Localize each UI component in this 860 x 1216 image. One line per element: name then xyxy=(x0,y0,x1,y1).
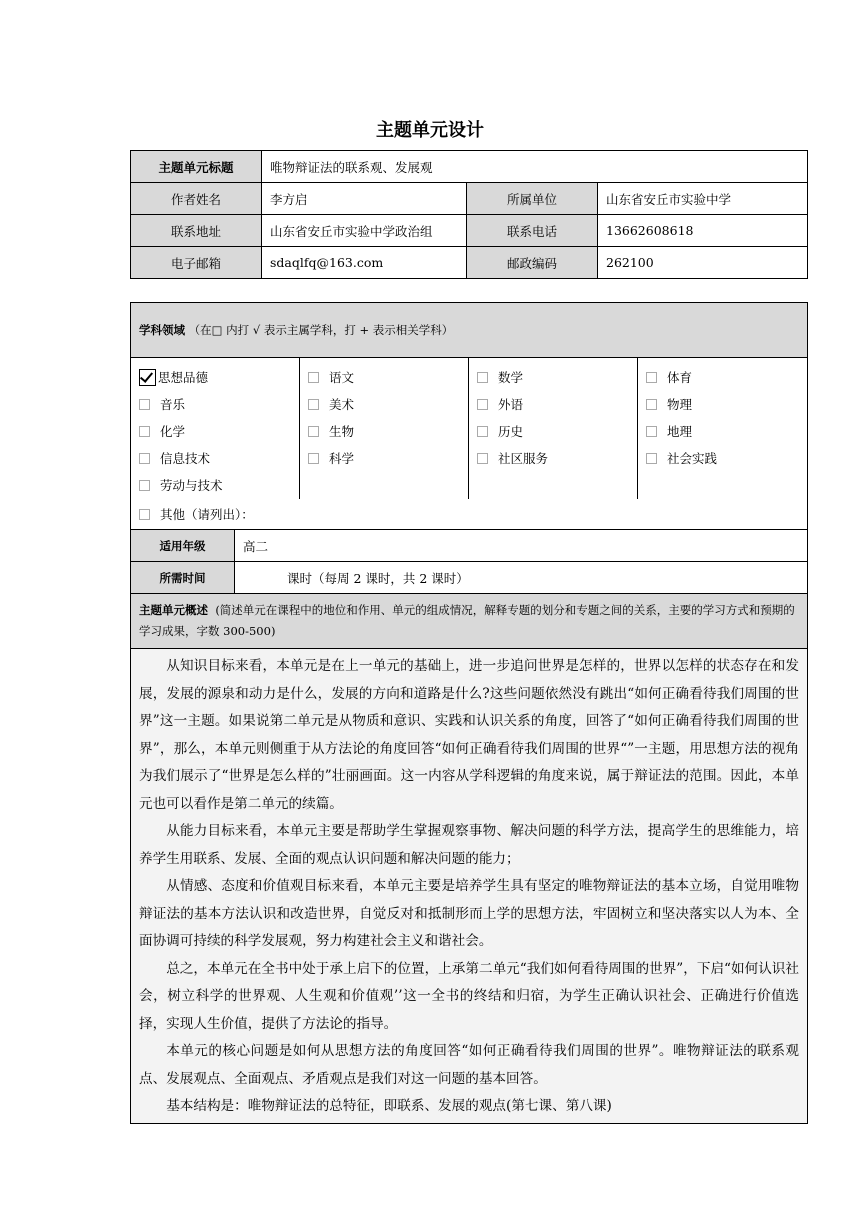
checkbox-icon[interactable] xyxy=(308,399,319,410)
subject-item[interactable] xyxy=(308,445,468,472)
subject-item[interactable] xyxy=(646,391,807,418)
checkbox-icon[interactable] xyxy=(139,480,150,491)
overview-paragraph: 从能力目标来看，本单元主要是帮助学生掌握观察事物、解决问题的科学方法，提高学生的思维能力，培养学生用联系、发展、全面的观点认识问题和解决问题的能力； xyxy=(139,823,800,867)
subject-item[interactable] xyxy=(646,418,807,445)
subject-item-label: 社区服务 xyxy=(498,450,549,466)
page-title: 主题单元设计 xyxy=(376,120,484,141)
subject-column xyxy=(131,358,300,499)
subject-item[interactable] xyxy=(308,418,468,445)
subject-header-note: （在□ 内打 √ 表示主属学科，打 + 表示相关学科） xyxy=(188,323,454,337)
zip-value: 262100 xyxy=(598,247,808,279)
unit-title-value: 唯物辩证法的联系观、发展观 xyxy=(262,151,808,183)
subject-item-label: 科学 xyxy=(329,450,355,466)
checkbox-icon[interactable] xyxy=(308,453,319,464)
checkbox-icon[interactable] xyxy=(646,372,657,383)
subject-column xyxy=(638,358,807,499)
subject-item[interactable] xyxy=(308,391,468,418)
subject-item-label: 化学 xyxy=(160,423,186,439)
time-label: 所需时间 xyxy=(131,562,235,594)
subject-item-label: 体育 xyxy=(667,369,693,385)
subject-header-label: 学科领域 xyxy=(139,323,185,337)
author-value: 李方启 xyxy=(262,183,467,215)
checked-checkbox-icon[interactable] xyxy=(139,369,156,386)
subject-item-label: 外语 xyxy=(498,396,524,412)
subject-item-label: 音乐 xyxy=(160,396,186,412)
design-table xyxy=(130,302,808,1124)
org-value: 山东省安丘市实验中学 xyxy=(598,183,808,215)
overview-paragraph: 从情感、态度和价值观目标来看，本单元主要是培养学生具有坚定的唯物辩证法的基本立场，自觉用唯物辩证法的基本方法认识和改造世界，自觉反对和抵制形而上学的思想方法，牢固树立和坚决落实以人为本、全面协调可持续的科学发展观，努力构建社会主义和谐社会。 xyxy=(139,878,800,949)
overview-paragraph: 基本结构是：唯物辩证法的总特征，即联系、发展的观点(第七课、第八课) xyxy=(166,1098,612,1114)
subject-item[interactable] xyxy=(139,391,299,418)
checkbox-icon[interactable] xyxy=(646,426,657,437)
phone-label: 联系电话 xyxy=(467,215,598,247)
phone-value: 13662608618 xyxy=(598,215,808,247)
subject-item-label: 数学 xyxy=(498,369,524,385)
overview-label: 主题单元概述 xyxy=(139,603,208,617)
subject-item-label: 地理 xyxy=(667,423,693,439)
subject-item-label: 物理 xyxy=(667,396,693,412)
subject-item-label: 信息技术 xyxy=(160,450,211,466)
checkbox-icon[interactable] xyxy=(477,453,488,464)
checkbox-icon[interactable] xyxy=(308,372,319,383)
zip-label: 邮政编码 xyxy=(467,247,598,279)
checkbox-icon[interactable] xyxy=(308,426,319,437)
checkbox-icon xyxy=(139,509,150,520)
checkbox-icon[interactable] xyxy=(139,453,150,464)
subject-item[interactable] xyxy=(139,418,299,445)
checkbox-icon[interactable] xyxy=(477,372,488,383)
other-subject[interactable] xyxy=(131,499,807,529)
author-label: 作者姓名 xyxy=(131,183,262,215)
grade-label: 适用年级 xyxy=(131,530,235,562)
unit-title-label: 主题单元标题 xyxy=(131,151,262,183)
overview-body xyxy=(131,649,808,1124)
subject-column xyxy=(469,358,638,499)
overview-note: (简述单元在课程中的地位和作用、单元的组成情况，解释专题的划分和专题之间的关系，主要的学习方式和预期的学习成果，字数 300-500) xyxy=(139,603,795,638)
subject-item[interactable] xyxy=(477,445,637,472)
overview-paragraph: 总之，本单元在全书中处于承上启下的位置，上承第二单元“我们如何看待周围的世界”，下启“如何认识社会，树立科学的世界观、人生观和价值观’’这一全书的终结和归宿，为学生正确认识社会、正确进行价值选择，实现人生价值，提供了方法论的指导。 xyxy=(139,960,800,1032)
subject-item-label: 思想品德 xyxy=(158,369,209,385)
address-value: 山东省安丘市实验中学政治组 xyxy=(262,215,467,247)
subject-item[interactable] xyxy=(477,364,637,391)
subject-column xyxy=(300,358,469,499)
subject-area xyxy=(131,358,808,530)
address-label: 联系地址 xyxy=(131,215,262,247)
checkbox-icon[interactable] xyxy=(646,399,657,410)
subject-item[interactable] xyxy=(477,418,637,445)
subject-item[interactable] xyxy=(139,364,299,391)
overview-paragraph: 本单元的核心问题是如何从思想方法的角度回答“如何正确看待我们周围的世界”。唯物辩证法的联系观点、发展观点、全面观点、矛盾观点是我们对这一问题的基本回答。 xyxy=(139,1043,800,1087)
checkbox-icon[interactable] xyxy=(646,453,657,464)
other-subject-label: 其他（请列出）： xyxy=(160,507,254,522)
subject-item-label: 生物 xyxy=(329,423,355,439)
checkbox-icon[interactable] xyxy=(139,426,150,437)
subject-item[interactable] xyxy=(646,445,807,472)
checkbox-icon[interactable] xyxy=(477,399,488,410)
overview-paragraph: 从知识目标来看，本单元是在上一单元的基础上，进一步追问世界是怎样的，世界以怎样的状态存在和发展，发展的源泉和动力是什么，发展的方向和道路是什么?这些问题依然没有跳出“如何正确看待我们周围的世界”这一主题。如果说第二单元是从物质和意识、实践和认识关系的角度，回答了“如何正确看待我们周围的世界”，那么，本单元则侧重于从方法论的角度回答“如何正确看待我们周围的世界“”一主题，用思想方法的视角为我们展示了“世界是怎么样的”壮丽画面。这一内容从学科逻辑的角度来说，属于辩证法的范围。因此，本单元也可以看作是第二单元的续篇。 xyxy=(139,658,800,812)
grade-value: 高二 xyxy=(235,530,808,562)
subject-item[interactable] xyxy=(646,364,807,391)
subject-item[interactable] xyxy=(477,391,637,418)
checkbox-icon[interactable] xyxy=(477,426,488,437)
subject-item-label: 社会实践 xyxy=(667,450,718,466)
subject-item-label: 语文 xyxy=(329,369,355,385)
subject-item[interactable] xyxy=(139,445,299,472)
checkbox-icon[interactable] xyxy=(139,399,150,410)
email-label: 电子邮箱 xyxy=(131,247,262,279)
subject-item[interactable] xyxy=(139,472,299,499)
subject-item-label: 美术 xyxy=(329,396,355,412)
subject-item-label: 历史 xyxy=(498,423,524,439)
org-label: 所属单位 xyxy=(467,183,598,215)
subject-item[interactable] xyxy=(308,364,468,391)
time-value: 课时（每周 2 课时，共 2 课时） xyxy=(235,562,808,594)
info-table xyxy=(130,150,808,279)
email-value: sdaqlfq@163.com xyxy=(262,247,467,279)
subject-item-label: 劳动与技术 xyxy=(160,477,223,493)
